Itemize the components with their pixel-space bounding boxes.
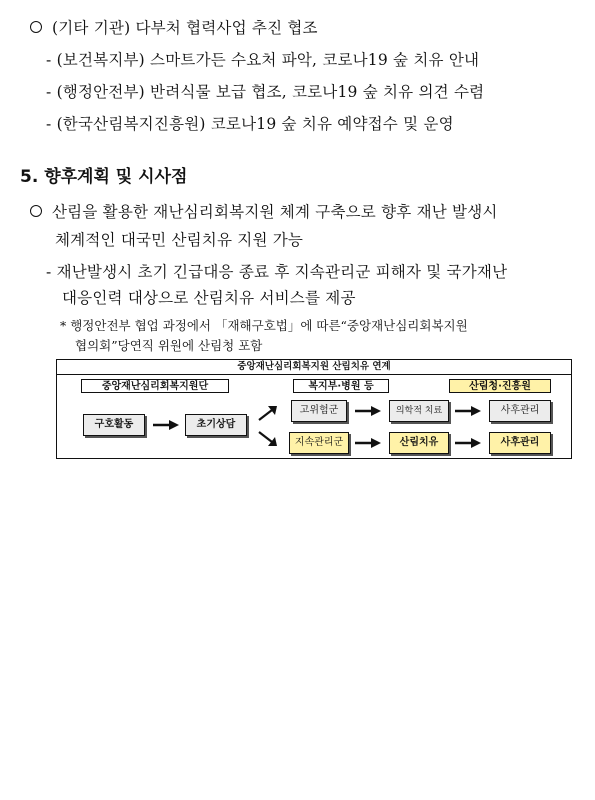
arrow-right-icon xyxy=(355,436,383,450)
section5-note-line2: 협의회”당연직 위원에 산림청 포함 xyxy=(75,338,263,353)
section5-heading: 5. 향후계획 및 시사점 xyxy=(20,167,188,187)
section5-dash-line1: - 재난발생시 초기 긴급대응 종료 후 지속관리군 피해자 및 국가재난 xyxy=(46,263,508,281)
box-rescue-activity: 구호활동 xyxy=(83,414,145,436)
circle-bullet-icon xyxy=(30,205,42,217)
linkage-diagram xyxy=(56,359,572,459)
arrow-right-icon xyxy=(455,404,483,418)
arrow-down-right-icon xyxy=(257,430,279,448)
arrow-right-icon xyxy=(455,436,483,450)
section5-dash-line2: 대응인력 대상으로 산림치유 서비스를 제공 xyxy=(62,289,356,307)
section5-para1-line2: 체계적인 대국민 산림치유 지원 가능 xyxy=(55,231,304,249)
box-forest-therapy: 산림치유 xyxy=(389,432,449,454)
box-aftercare-bottom: 사후관리 xyxy=(489,432,551,454)
section4-sub2: - (행정안전부) 반려식물 보급 협조, 코로나19 숲 치유 의견 수렴 xyxy=(46,83,485,101)
box-sustained-care-group: 지속관리군 xyxy=(289,432,349,454)
diagram-title: 중앙재난심리회복지원 산림치유 연계 xyxy=(57,360,571,375)
box-high-risk-group: 고위험군 xyxy=(291,400,347,422)
header-welfare-hospital: 복지부·병원 등 xyxy=(293,379,389,393)
header-forest-service: 산림청·진흥원 xyxy=(449,379,551,393)
section5-para1 xyxy=(30,200,498,222)
box-aftercare-top: 사후관리 xyxy=(489,400,551,422)
header-central-support-team: 중앙재난심리회복지원단 xyxy=(81,379,229,393)
circle-bullet-icon xyxy=(30,21,42,33)
section4-item xyxy=(30,16,318,38)
arrow-up-right-icon xyxy=(257,404,279,422)
box-initial-counseling: 초기상담 xyxy=(185,414,247,436)
section4-sub3: - (한국산림복지진흥원) 코로나19 숲 치유 예약접수 및 운영 xyxy=(46,115,454,133)
section5-para1-line1: 산림을 활용한 재난심리회복지원 체계 구축으로 향후 재난 발생시 xyxy=(52,203,498,221)
section4-item-text: (기타 기관) 다부처 협력사업 추진 협조 xyxy=(52,19,318,37)
section5-note-line1: * 행정안전부 협업 과정에서 「재해구호법」에 따른“중앙재난심리회복지원 xyxy=(60,318,468,333)
arrow-right-icon xyxy=(153,418,181,432)
arrow-right-icon xyxy=(355,404,383,418)
box-medical-treatment: 의학적 치료 xyxy=(389,400,449,422)
section4-sub1: - (보건복지부) 스마트가든 수요처 파악, 코로나19 숲 치유 안내 xyxy=(46,51,480,69)
